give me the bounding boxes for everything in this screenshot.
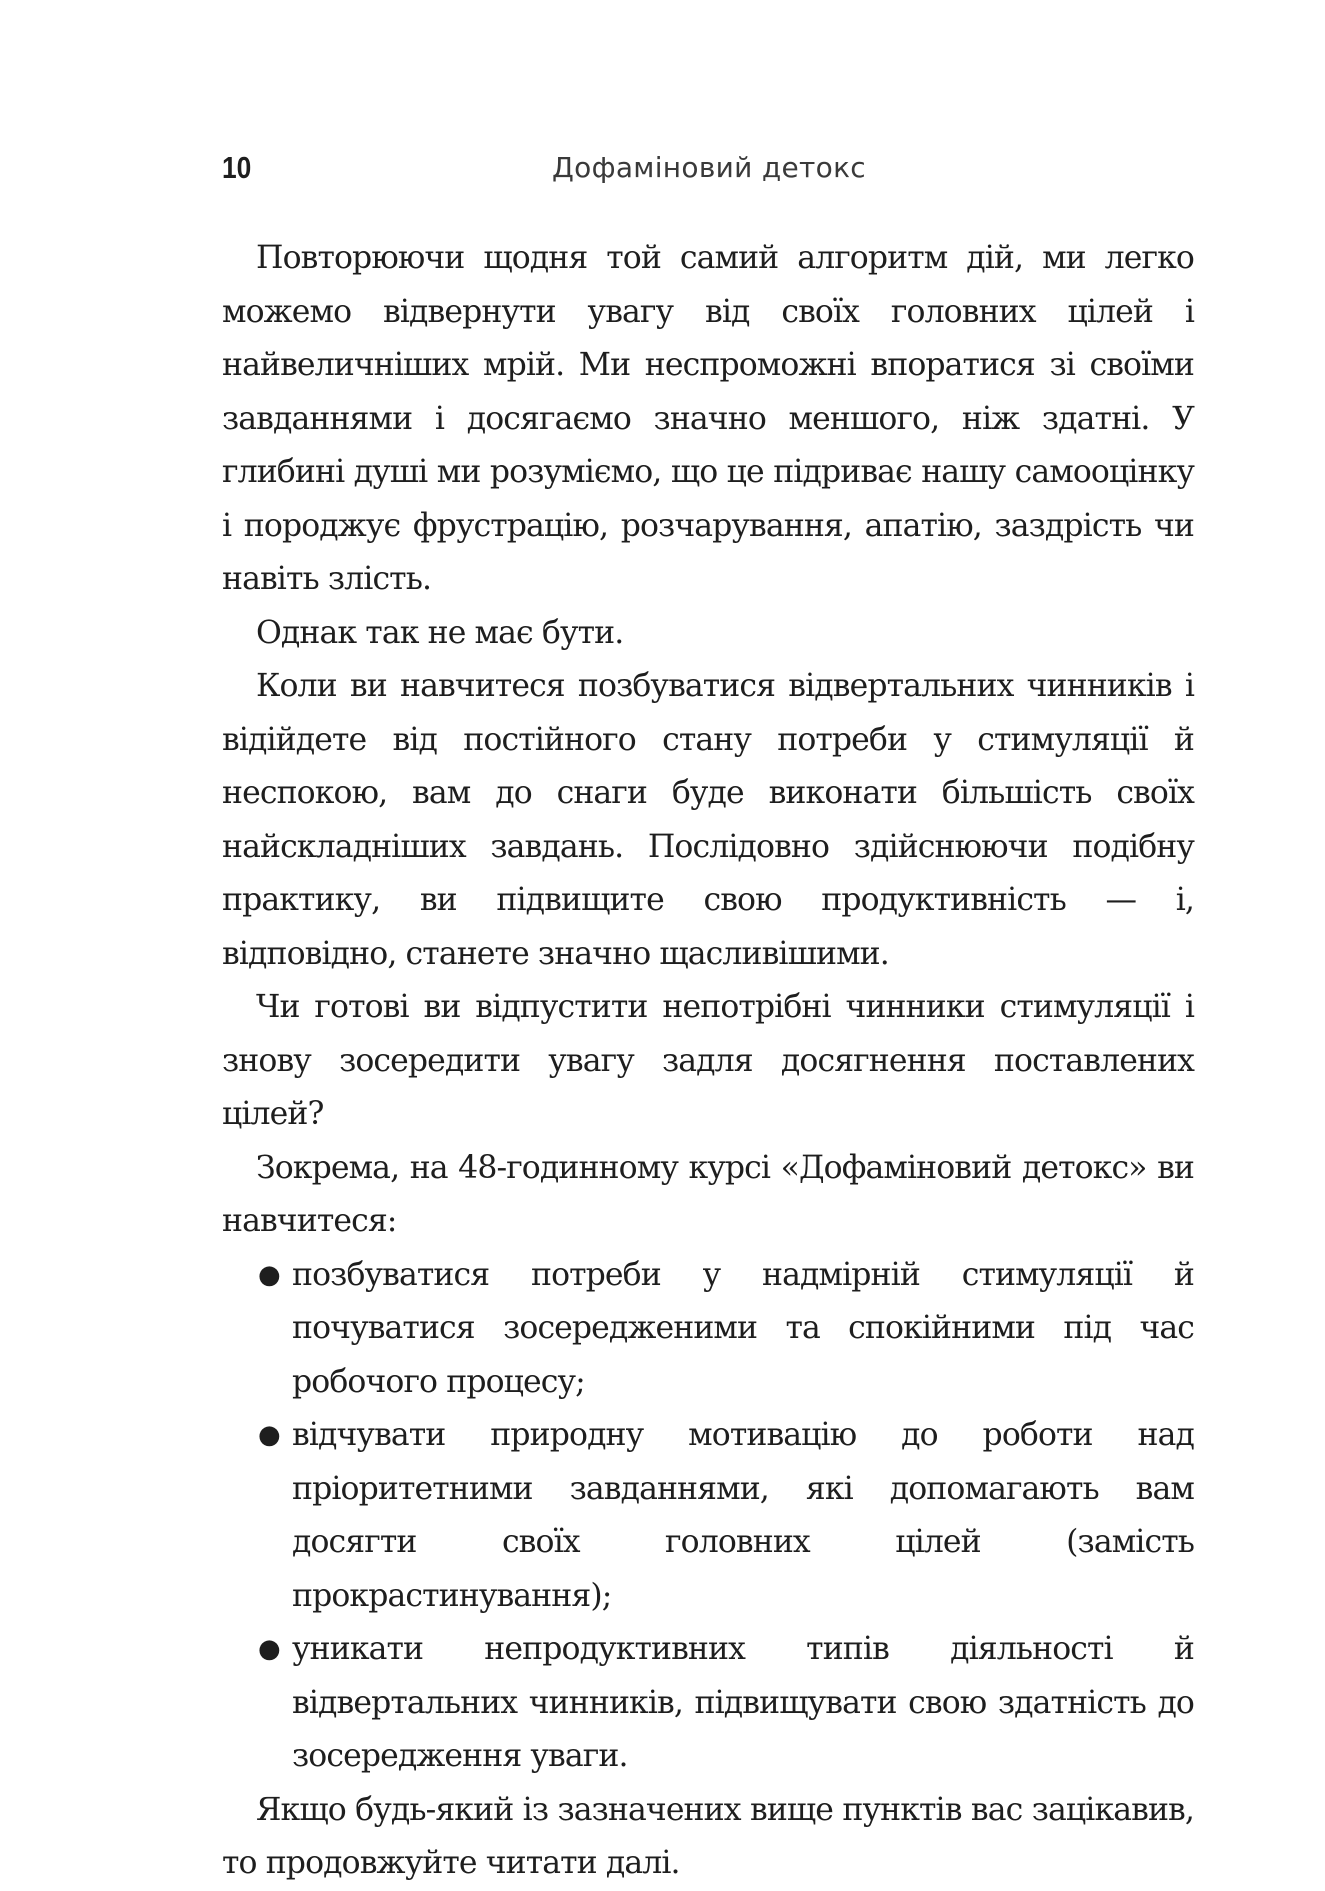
list-item <box>222 1409 1194 1623</box>
list-item <box>222 1249 1194 1410</box>
page-number: 10 <box>222 150 252 185</box>
body-text <box>222 232 1194 1891</box>
paragraph: Коли ви навчитеся позбуватися відвертальних чинників і відійдете від постійного стану потреби у стимуляції й неспокою, вам до снаги буде виконати більшість своїх найскладніших завдань. Послідовно здійснюючи подібну практику, ви підвищите свою продуктивність — і, відповідно, станете значно щасливішими. <box>222 668 1194 972</box>
bullet-icon: ● <box>258 1420 280 1450</box>
list-item-text: відчувати природну мотивацію до роботи над пріоритетними завданнями, які допомагають вам досягти своїх головних цілей (замість прокрастинування); <box>292 1417 1194 1614</box>
bullet-icon: ● <box>258 1259 280 1290</box>
paragraph: Чи готові ви відпустити непотрібні чинники стимуляції і знову зосередити увагу задля досягнення поставлених цілей? <box>222 989 1194 1132</box>
page-header <box>222 146 1202 190</box>
paragraph: Якщо будь-який із зазначених вище пунктів вас зацікавив, то продовжуйте читати далі. <box>222 1791 1194 1881</box>
running-title: Дофаміновий детокс <box>552 151 866 184</box>
list-item-text: уникати непродуктивних типів діяльності й відвертальних чинників, підвищувати свою здатність до зосередження уваги. <box>292 1631 1194 1774</box>
bullet-list <box>222 1249 1194 1784</box>
paragraph: Зокрема, на 48-годинному курсі «Дофаміновий детокс» ви навчитеся: <box>222 1149 1194 1239</box>
paragraph: Повторюючи щодня той самий алгоритм дій, ми легко можемо відвернути увагу від своїх головних цілей і найвеличніших мрій. Ми неспроможні впоратися зі своїми завданнями і досягаємо значно меншого, ніж здатні. У глибині душі ми розуміємо, що це підриває нашу самооцінку і породжує фрустрацію, розчарування, апатію, заздрість чи навіть злість. <box>222 240 1194 597</box>
paragraph: Однак так не має бути. <box>256 614 624 651</box>
list-item <box>222 1623 1194 1784</box>
bullet-icon: ● <box>258 1634 280 1664</box>
list-item-text: позбуватися потреби у надмірній стимуляції й почуватися зосередженими та спокійними під час робочого процесу; <box>292 1256 1194 1400</box>
